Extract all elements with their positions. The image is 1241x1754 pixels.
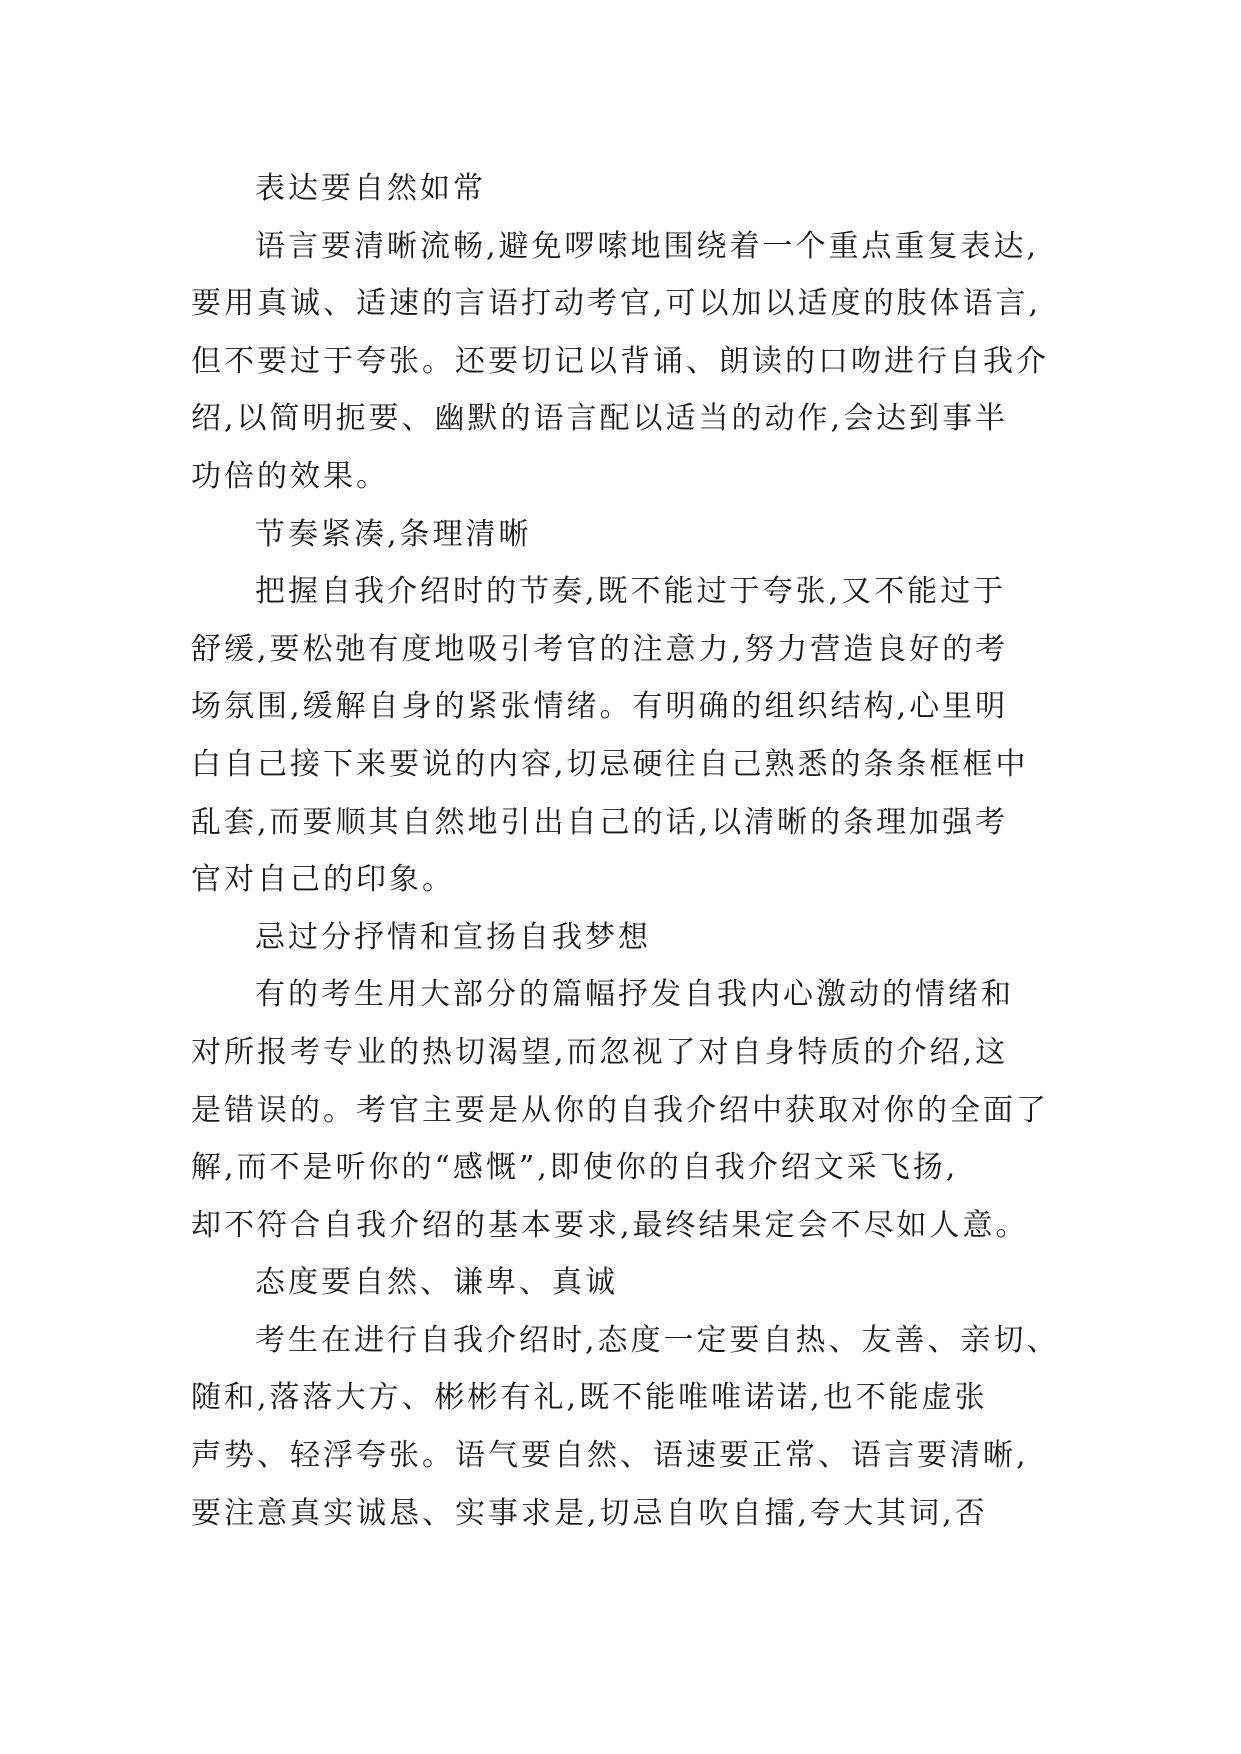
- paragraph-line: 场氛围,缓解自身的紧张情绪。有明确的组织结构,心里明: [191, 689, 1009, 725]
- paragraph-line: 有的考生用大部分的篇幅抒发自我内心激动的情绪和: [255, 977, 1014, 1013]
- paragraph-line: 乱套,而要顺其自然地引出自己的话,以清晰的条理加强考: [191, 804, 1009, 840]
- paragraph-line: 随和,落落大方、彬彬有礼,既不能唯唯诺诺,也不能虚张: [191, 1380, 988, 1416]
- section-heading: 节奏紧凑,条理清晰: [255, 516, 532, 552]
- paragraph-line: 但不要过于夸张。还要切记以背诵、朗读的口吻进行自我介: [191, 343, 1049, 379]
- paragraph-line: 声势、轻浮夸张。语气要自然、语速要正常、语言要清晰,: [191, 1438, 1029, 1474]
- section-heading: 表达要自然如常: [255, 171, 486, 206]
- document-body: [191, 160, 1081, 1542]
- paragraph-line: 白自己接下来要说的内容,切忌硬往自己熟悉的条条框框中: [191, 746, 1029, 782]
- paragraph-line: 功倍的效果。: [191, 458, 389, 494]
- paragraph-line: 是错误的。考官主要是从你的自我介绍中获取对你的全面了: [191, 1092, 1049, 1128]
- paragraph-line: 绍,以简明扼要、幽默的语言配以适当的动作,会达到事半: [191, 401, 1009, 437]
- paragraph-line: 官对自己的印象。: [191, 862, 455, 898]
- paragraph-line: 要注意真实诚恳、实事求是,切忌自吹自擂,夸大其词,否: [191, 1495, 988, 1531]
- paragraph-line: 考生在进行自我介绍时,态度一定要自热、友善、亲切、: [255, 1322, 1060, 1358]
- paragraph-line: 解,而不是听你的“感慨”,即使你的自我介绍文采飞扬,: [191, 1150, 959, 1186]
- paragraph-line: 语言要清晰流畅,避免啰嗦地围绕着一个重点重复表达,: [255, 228, 1040, 264]
- paragraph-line: 对所报考专业的热切渴望,而忽视了对自身特质的介绍,这: [191, 1034, 1009, 1070]
- paragraph-line: 把握自我介绍时的节奏,既不能过于夸张,又不能过于: [255, 574, 1007, 610]
- paragraph-line: 舒缓,要松弛有度地吸引考官的注意力,努力营造良好的考: [191, 631, 1009, 667]
- paragraph-line: 却不符合自我介绍的基本要求,最终结果定会不尽如人意。: [191, 1207, 1029, 1243]
- section-heading: 忌过分抒情和宣扬自我梦想: [255, 919, 651, 955]
- paragraph-line: 要用真诚、适速的言语打动考官,可以加以适度的肢体语言,: [191, 286, 1042, 322]
- section-heading: 态度要自然、谦卑、真诚: [255, 1265, 618, 1301]
